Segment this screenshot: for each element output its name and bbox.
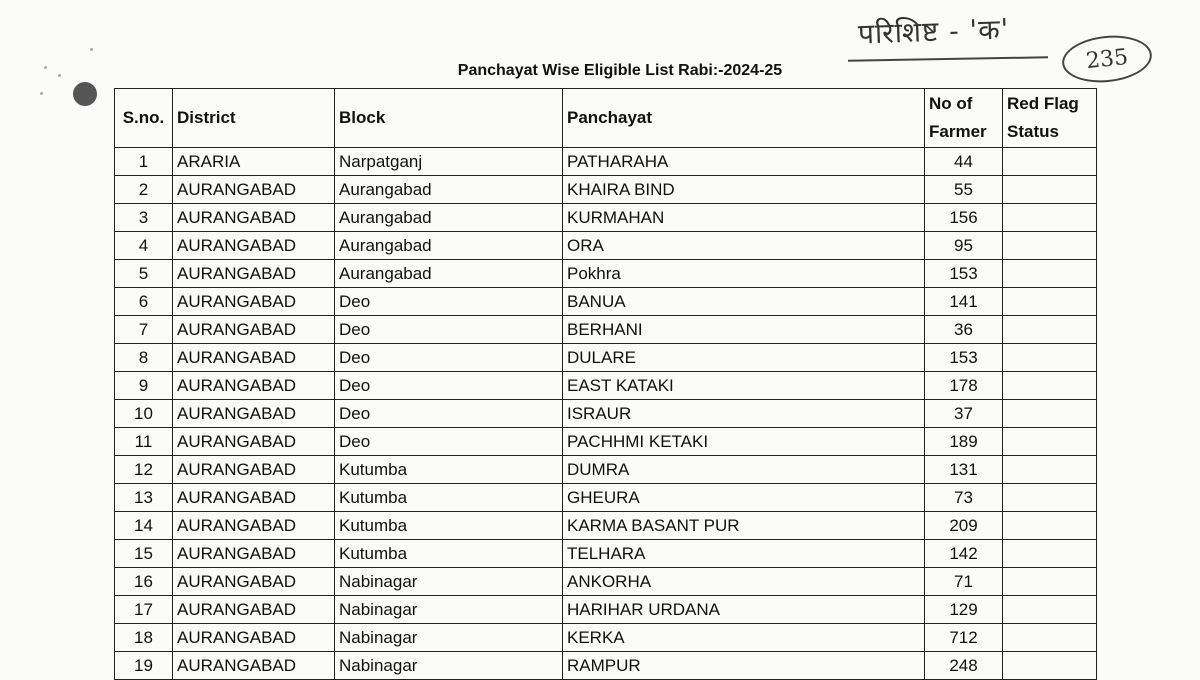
row-sno: 19: [115, 652, 173, 680]
row-red-flag: [1003, 204, 1097, 232]
table-row: [115, 400, 1097, 428]
table-row: [115, 540, 1097, 568]
row-block: Deo: [335, 400, 563, 428]
table-row: [115, 484, 1097, 512]
row-district: AURANGABAD: [173, 484, 335, 512]
row-block: Kutumba: [335, 456, 563, 484]
row-farmers: 142: [925, 540, 1003, 568]
row-block: Aurangabad: [335, 232, 563, 260]
table-row: [115, 624, 1097, 652]
row-red-flag: [1003, 232, 1097, 260]
table-row: [115, 596, 1097, 624]
row-farmers: 248: [925, 652, 1003, 680]
row-sno: 4: [115, 232, 173, 260]
row-red-flag: [1003, 456, 1097, 484]
row-block: Narpatganj: [335, 148, 563, 176]
document-title: Panchayat Wise Eligible List Rabi:-2024-25: [457, 62, 783, 79]
header-panchayat: Panchayat: [563, 89, 925, 148]
row-sno: 11: [115, 428, 173, 456]
table-row: [115, 316, 1097, 344]
table-row: [115, 344, 1097, 372]
row-panchayat: EAST KATAKI: [563, 372, 925, 400]
row-sno: 7: [115, 316, 173, 344]
table-body: [115, 148, 1097, 680]
header-farmers: No of Farmer: [925, 89, 1003, 148]
row-sno: 1: [115, 148, 173, 176]
row-block: Kutumba: [335, 484, 563, 512]
row-red-flag: [1003, 372, 1097, 400]
header-block: Block: [335, 89, 563, 148]
row-block: Deo: [335, 372, 563, 400]
row-farmers: 129: [925, 596, 1003, 624]
row-red-flag: [1003, 484, 1097, 512]
row-panchayat: TELHARA: [563, 540, 925, 568]
row-farmers: 153: [925, 260, 1003, 288]
row-sno: 3: [115, 204, 173, 232]
handwritten-underline: [848, 56, 1048, 61]
row-farmers: 95: [925, 232, 1003, 260]
row-block: Nabinagar: [335, 568, 563, 596]
row-panchayat: HARIHAR URDANA: [563, 596, 925, 624]
row-sno: 8: [115, 344, 173, 372]
row-farmers: 36: [925, 316, 1003, 344]
scan-speckle: [90, 48, 93, 51]
row-farmers: 44: [925, 148, 1003, 176]
row-sno: 12: [115, 456, 173, 484]
row-block: Kutumba: [335, 512, 563, 540]
row-sno: 14: [115, 512, 173, 540]
row-district: AURANGABAD: [173, 288, 335, 316]
row-district: AURANGABAD: [173, 204, 335, 232]
row-farmers: 71: [925, 568, 1003, 596]
row-red-flag: [1003, 148, 1097, 176]
row-panchayat: ISRAUR: [563, 400, 925, 428]
row-red-flag: [1003, 260, 1097, 288]
row-block: Nabinagar: [335, 624, 563, 652]
row-farmers: 712: [925, 624, 1003, 652]
row-panchayat: PACHHMI KETAKI: [563, 428, 925, 456]
row-sno: 15: [115, 540, 173, 568]
row-block: Aurangabad: [335, 204, 563, 232]
table-row: [115, 232, 1097, 260]
row-farmers: 189: [925, 428, 1003, 456]
row-district: AURANGABAD: [173, 568, 335, 596]
row-red-flag: [1003, 540, 1097, 568]
row-district: AURANGABAD: [173, 344, 335, 372]
row-district: AURANGABAD: [173, 316, 335, 344]
row-district: AURANGABAD: [173, 456, 335, 484]
table-row: [115, 428, 1097, 456]
row-panchayat: KHAIRA BIND: [563, 176, 925, 204]
row-block: Aurangabad: [335, 260, 563, 288]
eligible-list-table: [114, 88, 1097, 680]
row-panchayat: BERHANI: [563, 316, 925, 344]
row-farmers: 141: [925, 288, 1003, 316]
row-district: AURANGABAD: [173, 400, 335, 428]
row-red-flag: [1003, 568, 1097, 596]
row-sno: 5: [115, 260, 173, 288]
row-block: Deo: [335, 316, 563, 344]
row-block: Aurangabad: [335, 176, 563, 204]
row-farmers: 178: [925, 372, 1003, 400]
row-panchayat: KURMAHAN: [563, 204, 925, 232]
row-red-flag: [1003, 176, 1097, 204]
row-red-flag: [1003, 596, 1097, 624]
row-block: Nabinagar: [335, 596, 563, 624]
row-block: Deo: [335, 288, 563, 316]
table-row: [115, 288, 1097, 316]
row-panchayat: ANKORHA: [563, 568, 925, 596]
header-red-flag: Red Flag Status: [1003, 89, 1097, 148]
row-block: Kutumba: [335, 540, 563, 568]
row-farmers: 37: [925, 400, 1003, 428]
row-sno: 16: [115, 568, 173, 596]
row-panchayat: ORA: [563, 232, 925, 260]
row-farmers: 209: [925, 512, 1003, 540]
page-number-text: 235: [1084, 44, 1130, 74]
row-red-flag: [1003, 512, 1097, 540]
row-panchayat: DULARE: [563, 344, 925, 372]
row-district: AURANGABAD: [173, 540, 335, 568]
scan-speckle: [58, 74, 61, 77]
row-sno: 13: [115, 484, 173, 512]
row-farmers: 131: [925, 456, 1003, 484]
row-district: AURANGABAD: [173, 176, 335, 204]
row-red-flag: [1003, 624, 1097, 652]
table-row: [115, 512, 1097, 540]
table-row: [115, 568, 1097, 596]
table-row: [115, 176, 1097, 204]
table-row: [115, 372, 1097, 400]
row-farmers: 73: [925, 484, 1003, 512]
header-district: District: [173, 89, 335, 148]
table-row: [115, 148, 1097, 176]
header-sno: S.no.: [115, 89, 173, 148]
row-farmers: 55: [925, 176, 1003, 204]
table-row: [115, 260, 1097, 288]
row-block: Nabinagar: [335, 652, 563, 680]
row-block: Deo: [335, 344, 563, 372]
row-red-flag: [1003, 344, 1097, 372]
punch-hole: [73, 82, 97, 106]
row-sno: 6: [115, 288, 173, 316]
row-sno: 2: [115, 176, 173, 204]
table-row: [115, 204, 1097, 232]
row-sno: 18: [115, 624, 173, 652]
row-district: AURANGABAD: [173, 372, 335, 400]
row-panchayat: BANUA: [563, 288, 925, 316]
row-district: AURANGABAD: [173, 232, 335, 260]
row-sno: 10: [115, 400, 173, 428]
row-panchayat: KARMA BASANT PUR: [563, 512, 925, 540]
row-district: AURANGABAD: [173, 624, 335, 652]
row-district: AURANGABAD: [173, 596, 335, 624]
row-red-flag: [1003, 288, 1097, 316]
row-red-flag: [1003, 428, 1097, 456]
row-panchayat: DUMRA: [563, 456, 925, 484]
row-red-flag: [1003, 316, 1097, 344]
row-district: AURANGABAD: [173, 652, 335, 680]
row-red-flag: [1003, 400, 1097, 428]
table-row: [115, 456, 1097, 484]
row-farmers: 156: [925, 204, 1003, 232]
row-district: ARARIA: [173, 148, 335, 176]
table-row: [115, 652, 1097, 680]
row-district: AURANGABAD: [173, 512, 335, 540]
row-panchayat: KERKA: [563, 624, 925, 652]
table-header-row: [115, 89, 1097, 148]
row-block: Deo: [335, 428, 563, 456]
row-farmers: 153: [925, 344, 1003, 372]
row-sno: 9: [115, 372, 173, 400]
row-sno: 17: [115, 596, 173, 624]
row-district: AURANGABAD: [173, 428, 335, 456]
row-panchayat: PATHARAHA: [563, 148, 925, 176]
row-red-flag: [1003, 652, 1097, 680]
scan-speckle: [40, 92, 43, 95]
row-panchayat: Pokhra: [563, 260, 925, 288]
scan-speckle: [44, 66, 47, 69]
row-panchayat: RAMPUR: [563, 652, 925, 680]
row-district: AURANGABAD: [173, 260, 335, 288]
row-panchayat: GHEURA: [563, 484, 925, 512]
handwritten-page-number: [1060, 31, 1154, 86]
handwritten-annexure-note: परिशिष्ट - 'क': [857, 12, 1010, 51]
